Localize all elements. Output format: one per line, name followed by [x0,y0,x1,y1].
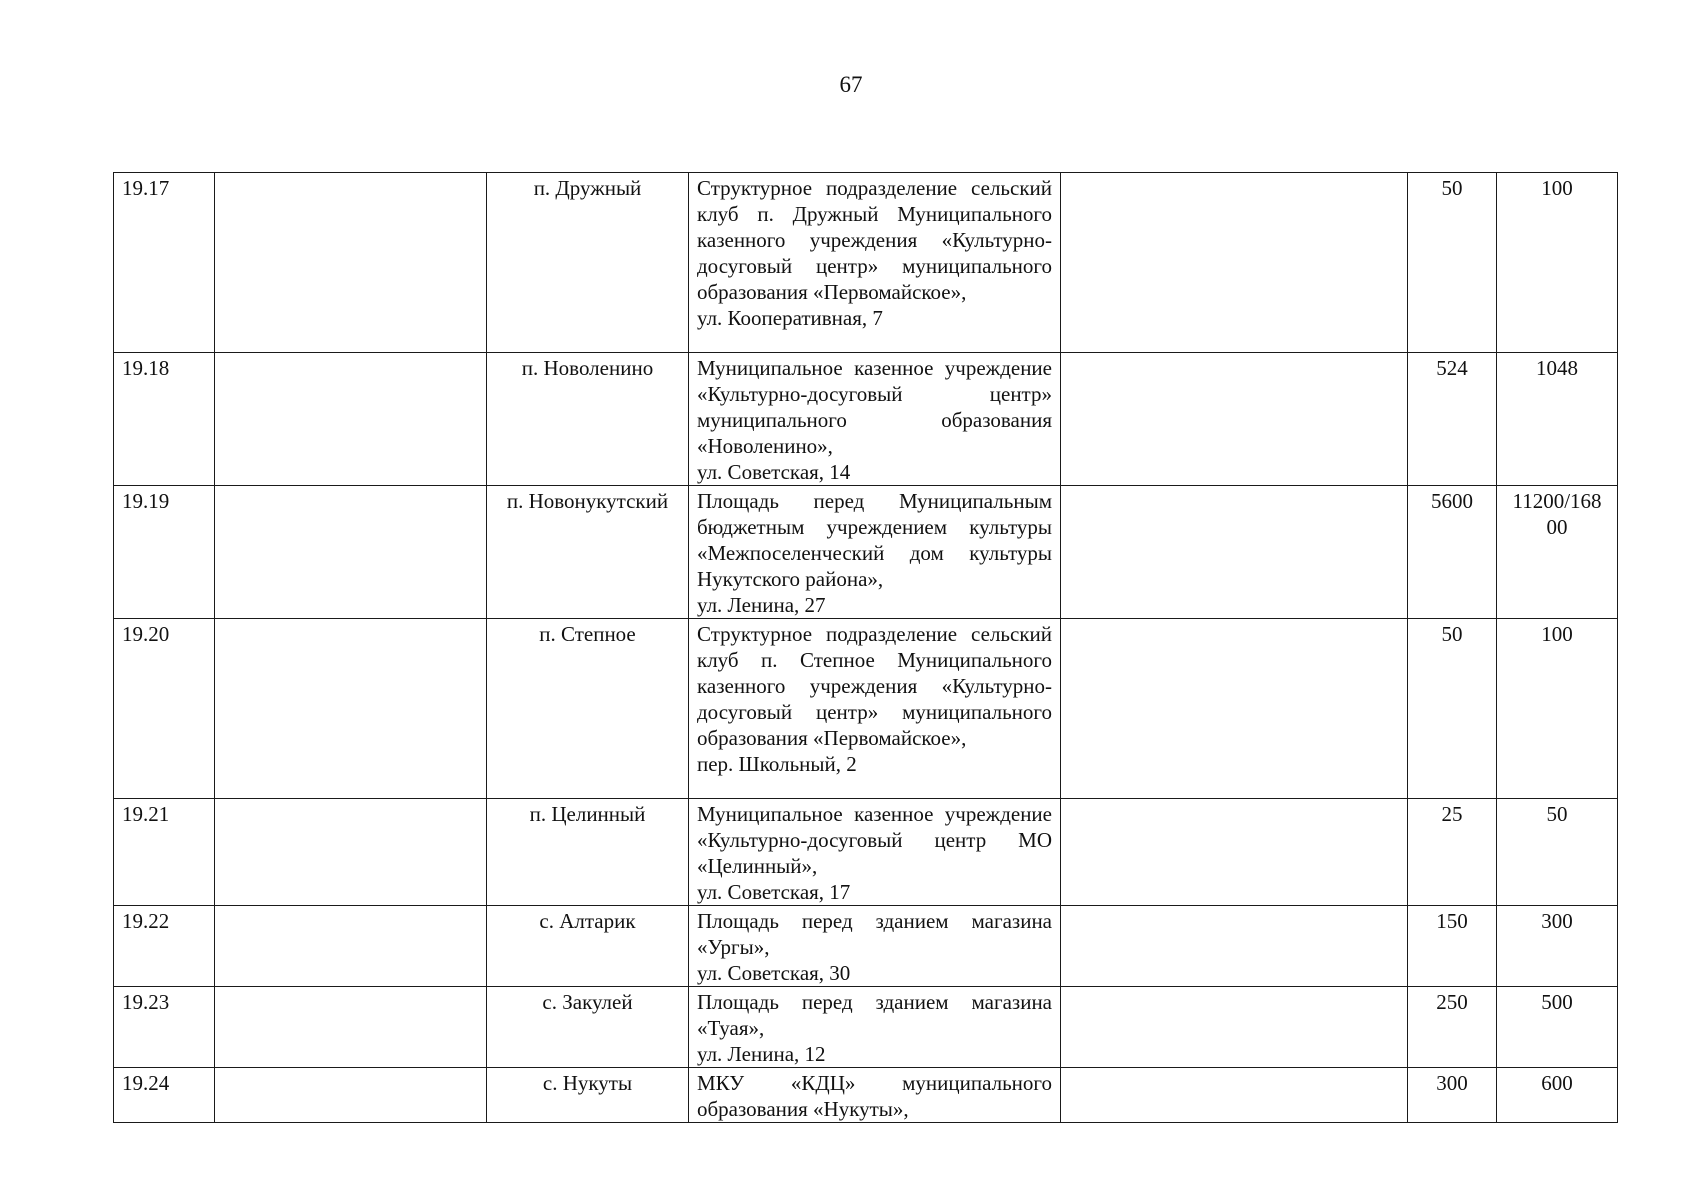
empty-cell [215,619,487,799]
table-row [114,173,1618,353]
description-text: Площадь перед зданием магазина «Ургы», [697,909,1052,959]
address-text: ул. Советская, 30 [697,961,851,985]
empty-cell [215,799,487,906]
settlement-cell: п. Новонукутский [487,486,689,619]
location-description [689,987,1061,1068]
location-description [689,799,1061,906]
description-text: Муниципальное казенное учреждение «Культурно-досуговый центр» муниципального образования «Новоленино», [697,356,1052,458]
location-description [689,486,1061,619]
area-value: 5600 [1408,486,1497,619]
row-number: 19.19 [114,486,215,619]
page-number: 67 [839,72,863,97]
empty-cell [1061,906,1408,987]
settlement-cell: п. Степное [487,619,689,799]
row-number: 19.23 [114,987,215,1068]
capacity-value [1497,486,1618,619]
settlement-cell: п. Целинный [487,799,689,906]
location-description [689,353,1061,486]
empty-cell [215,486,487,619]
description-text: МКУ «КДЦ» муниципального образования «Нукуты», [697,1071,1052,1121]
empty-cell [215,173,487,353]
settlement-cell: п. Новоленино [487,353,689,486]
empty-cell [1061,486,1408,619]
empty-cell [1061,619,1408,799]
location-description [689,1068,1061,1123]
document-table [113,172,1618,1123]
capacity-value: 100 [1497,619,1618,799]
row-number: 19.21 [114,799,215,906]
row-number: 19.20 [114,619,215,799]
address-text: пер. Школьный, 2 [697,752,857,776]
empty-cell [1061,353,1408,486]
empty-cell [1061,799,1408,906]
capacity-value: 300 [1497,906,1618,987]
location-description [689,619,1061,799]
area-value: 25 [1408,799,1497,906]
description-text: Площадь перед Муниципальным бюджетным учреждением культуры «Межпоселенческий дом культуры Нукутского района», [697,489,1052,591]
location-description [689,906,1061,987]
row-number: 19.17 [114,173,215,353]
location-description [689,173,1061,353]
capacity-value: 600 [1497,1068,1618,1123]
table-row [114,799,1618,906]
capacity-value: 1048 [1497,353,1618,486]
description-text: Структурное подразделение сельский клуб п. Степное Муниципального казенного учреждения «Культурно-досуговый центр» муниципального образования «Первомайское», [697,622,1052,750]
empty-cell [215,353,487,486]
capacity-value: 50 [1497,799,1618,906]
capacity-value: 100 [1497,173,1618,353]
table-row [114,906,1618,987]
settlement-cell: п. Дружный [487,173,689,353]
table-row [114,619,1618,799]
settlement-cell: с. Нукуты [487,1068,689,1123]
table-row [114,987,1618,1068]
area-value: 50 [1408,173,1497,353]
empty-cell [215,987,487,1068]
settlement-cell: с. Закулей [487,987,689,1068]
area-value: 150 [1408,906,1497,987]
row-number: 19.22 [114,906,215,987]
area-value: 524 [1408,353,1497,486]
description-text: Площадь перед зданием магазина «Туая», [697,990,1052,1040]
empty-cell [1061,987,1408,1068]
row-number: 19.18 [114,353,215,486]
table-row [114,1068,1618,1123]
area-value: 250 [1408,987,1497,1068]
address-text: ул. Ленина, 27 [697,593,826,617]
empty-cell [1061,1068,1408,1123]
empty-cell [215,906,487,987]
empty-cell [215,1068,487,1123]
address-text: ул. Советская, 14 [697,460,851,484]
row-number: 19.24 [114,1068,215,1123]
address-text: ул. Советская, 17 [697,880,851,904]
description-text: Структурное подразделение сельский клуб п. Дружный Муниципального казенного учреждения «Культурно-досуговый центр» муниципального образования «Первомайское», [697,176,1052,304]
address-text: ул. Ленина, 12 [697,1042,826,1066]
area-value: 300 [1408,1068,1497,1123]
description-text: Муниципальное казенное учреждение «Культурно-досуговый центр МО «Целинный», [697,802,1052,878]
area-value: 50 [1408,619,1497,799]
settlement-cell: с. Алтарик [487,906,689,987]
capacity-text: 11200/16800 [1512,489,1602,539]
table-row [114,486,1618,619]
capacity-value: 500 [1497,987,1618,1068]
table-row [114,353,1618,486]
empty-cell [1061,173,1408,353]
address-text: ул. Кооперативная, 7 [697,306,883,330]
